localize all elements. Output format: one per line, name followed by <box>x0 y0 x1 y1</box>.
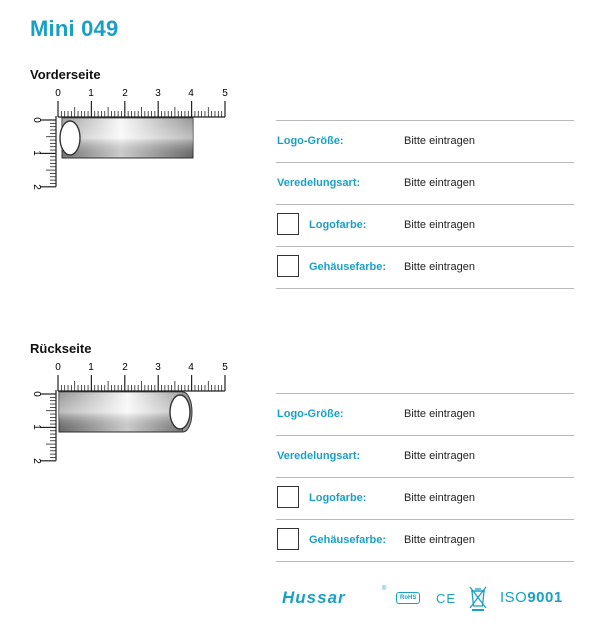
ruler-label-top-3: 3 <box>155 88 161 99</box>
finishing-type-label: Veredelungsart: <box>277 177 361 189</box>
ruler-label-left-2: 2 <box>31 458 42 464</box>
logo-size-label: Logo-Größe: <box>277 408 344 420</box>
page-title: Mini 049 <box>30 16 119 41</box>
logo-size-field[interactable]: Bitte eintragen <box>404 408 475 420</box>
housing-color-field[interactable]: Bitte eintragen <box>404 534 475 546</box>
form-row-finishing-type <box>276 435 574 477</box>
ruler-label-left-0: 0 <box>31 117 42 123</box>
back-heading: Rückseite <box>30 341 92 356</box>
footer-logos <box>282 586 572 616</box>
ruler-label-top-4: 4 <box>188 362 194 373</box>
ruler-label-top-1: 1 <box>88 362 94 373</box>
ruler-label-top-4: 4 <box>188 88 194 99</box>
form-row-logo-color <box>276 477 574 519</box>
logo-color-checkbox[interactable] <box>277 486 299 508</box>
usb-stick-ring <box>60 121 80 155</box>
ce-mark-icon: CE <box>436 591 457 606</box>
logo-color-checkbox[interactable] <box>277 213 299 235</box>
logo-size-label: Logo-Größe: <box>277 135 344 147</box>
ruler-label-top-5: 5 <box>222 362 228 373</box>
front-ruler-diagram <box>24 86 234 190</box>
weee-bin-icon <box>469 586 487 612</box>
back-form <box>276 393 574 562</box>
form-row-logo-color <box>276 204 574 246</box>
logo-color-field[interactable]: Bitte eintragen <box>404 492 475 504</box>
housing-color-label: Gehäusefarbe: <box>309 261 387 273</box>
logo-color-field[interactable]: Bitte eintragen <box>404 219 475 231</box>
ruler-label-left-1: 1 <box>31 424 42 430</box>
ruler-label-left-0: 0 <box>31 391 42 397</box>
ruler-label-top-2: 2 <box>122 88 128 99</box>
front-form <box>276 120 574 289</box>
ruler-label-top-0: 0 <box>55 362 61 373</box>
housing-color-label: Gehäusefarbe: <box>309 534 387 546</box>
ruler-label-top-5: 5 <box>222 88 228 99</box>
finishing-type-label: Veredelungsart: <box>277 450 361 462</box>
iso-number: 9001 <box>527 589 563 606</box>
usb-stick-ring <box>170 395 190 429</box>
rohs-icon: RoHS <box>396 592 420 604</box>
ruler-label-top-3: 3 <box>155 362 161 373</box>
logo-color-label: Logofarbe: <box>309 492 367 504</box>
ruler-label-top-2: 2 <box>122 362 128 373</box>
iso-prefix: ISO <box>500 589 528 606</box>
form-row-housing-color <box>276 519 574 562</box>
ruler-label-top-1: 1 <box>88 88 94 99</box>
finishing-type-field[interactable]: Bitte eintragen <box>404 450 475 462</box>
logo-size-field[interactable]: Bitte eintragen <box>404 135 475 147</box>
registered-mark: ® <box>382 586 387 592</box>
form-row-logo-size <box>276 393 574 435</box>
form-row-logo-size <box>276 120 574 162</box>
brand-logo: Hussar <box>282 588 346 607</box>
ruler-label-top-0: 0 <box>55 88 61 99</box>
housing-color-checkbox[interactable] <box>277 255 299 277</box>
ruler-label-left-1: 1 <box>31 150 42 156</box>
housing-color-checkbox[interactable] <box>277 528 299 550</box>
logo-color-label: Logofarbe: <box>309 219 367 231</box>
front-heading: Vorderseite <box>30 67 101 82</box>
housing-color-field[interactable]: Bitte eintragen <box>404 261 475 273</box>
finishing-type-field[interactable]: Bitte eintragen <box>404 177 475 189</box>
form-row-housing-color <box>276 246 574 289</box>
ruler-label-left-2: 2 <box>31 184 42 190</box>
form-row-finishing-type <box>276 162 574 204</box>
iso-certification-icon <box>500 589 563 606</box>
back-ruler-diagram <box>24 360 234 464</box>
